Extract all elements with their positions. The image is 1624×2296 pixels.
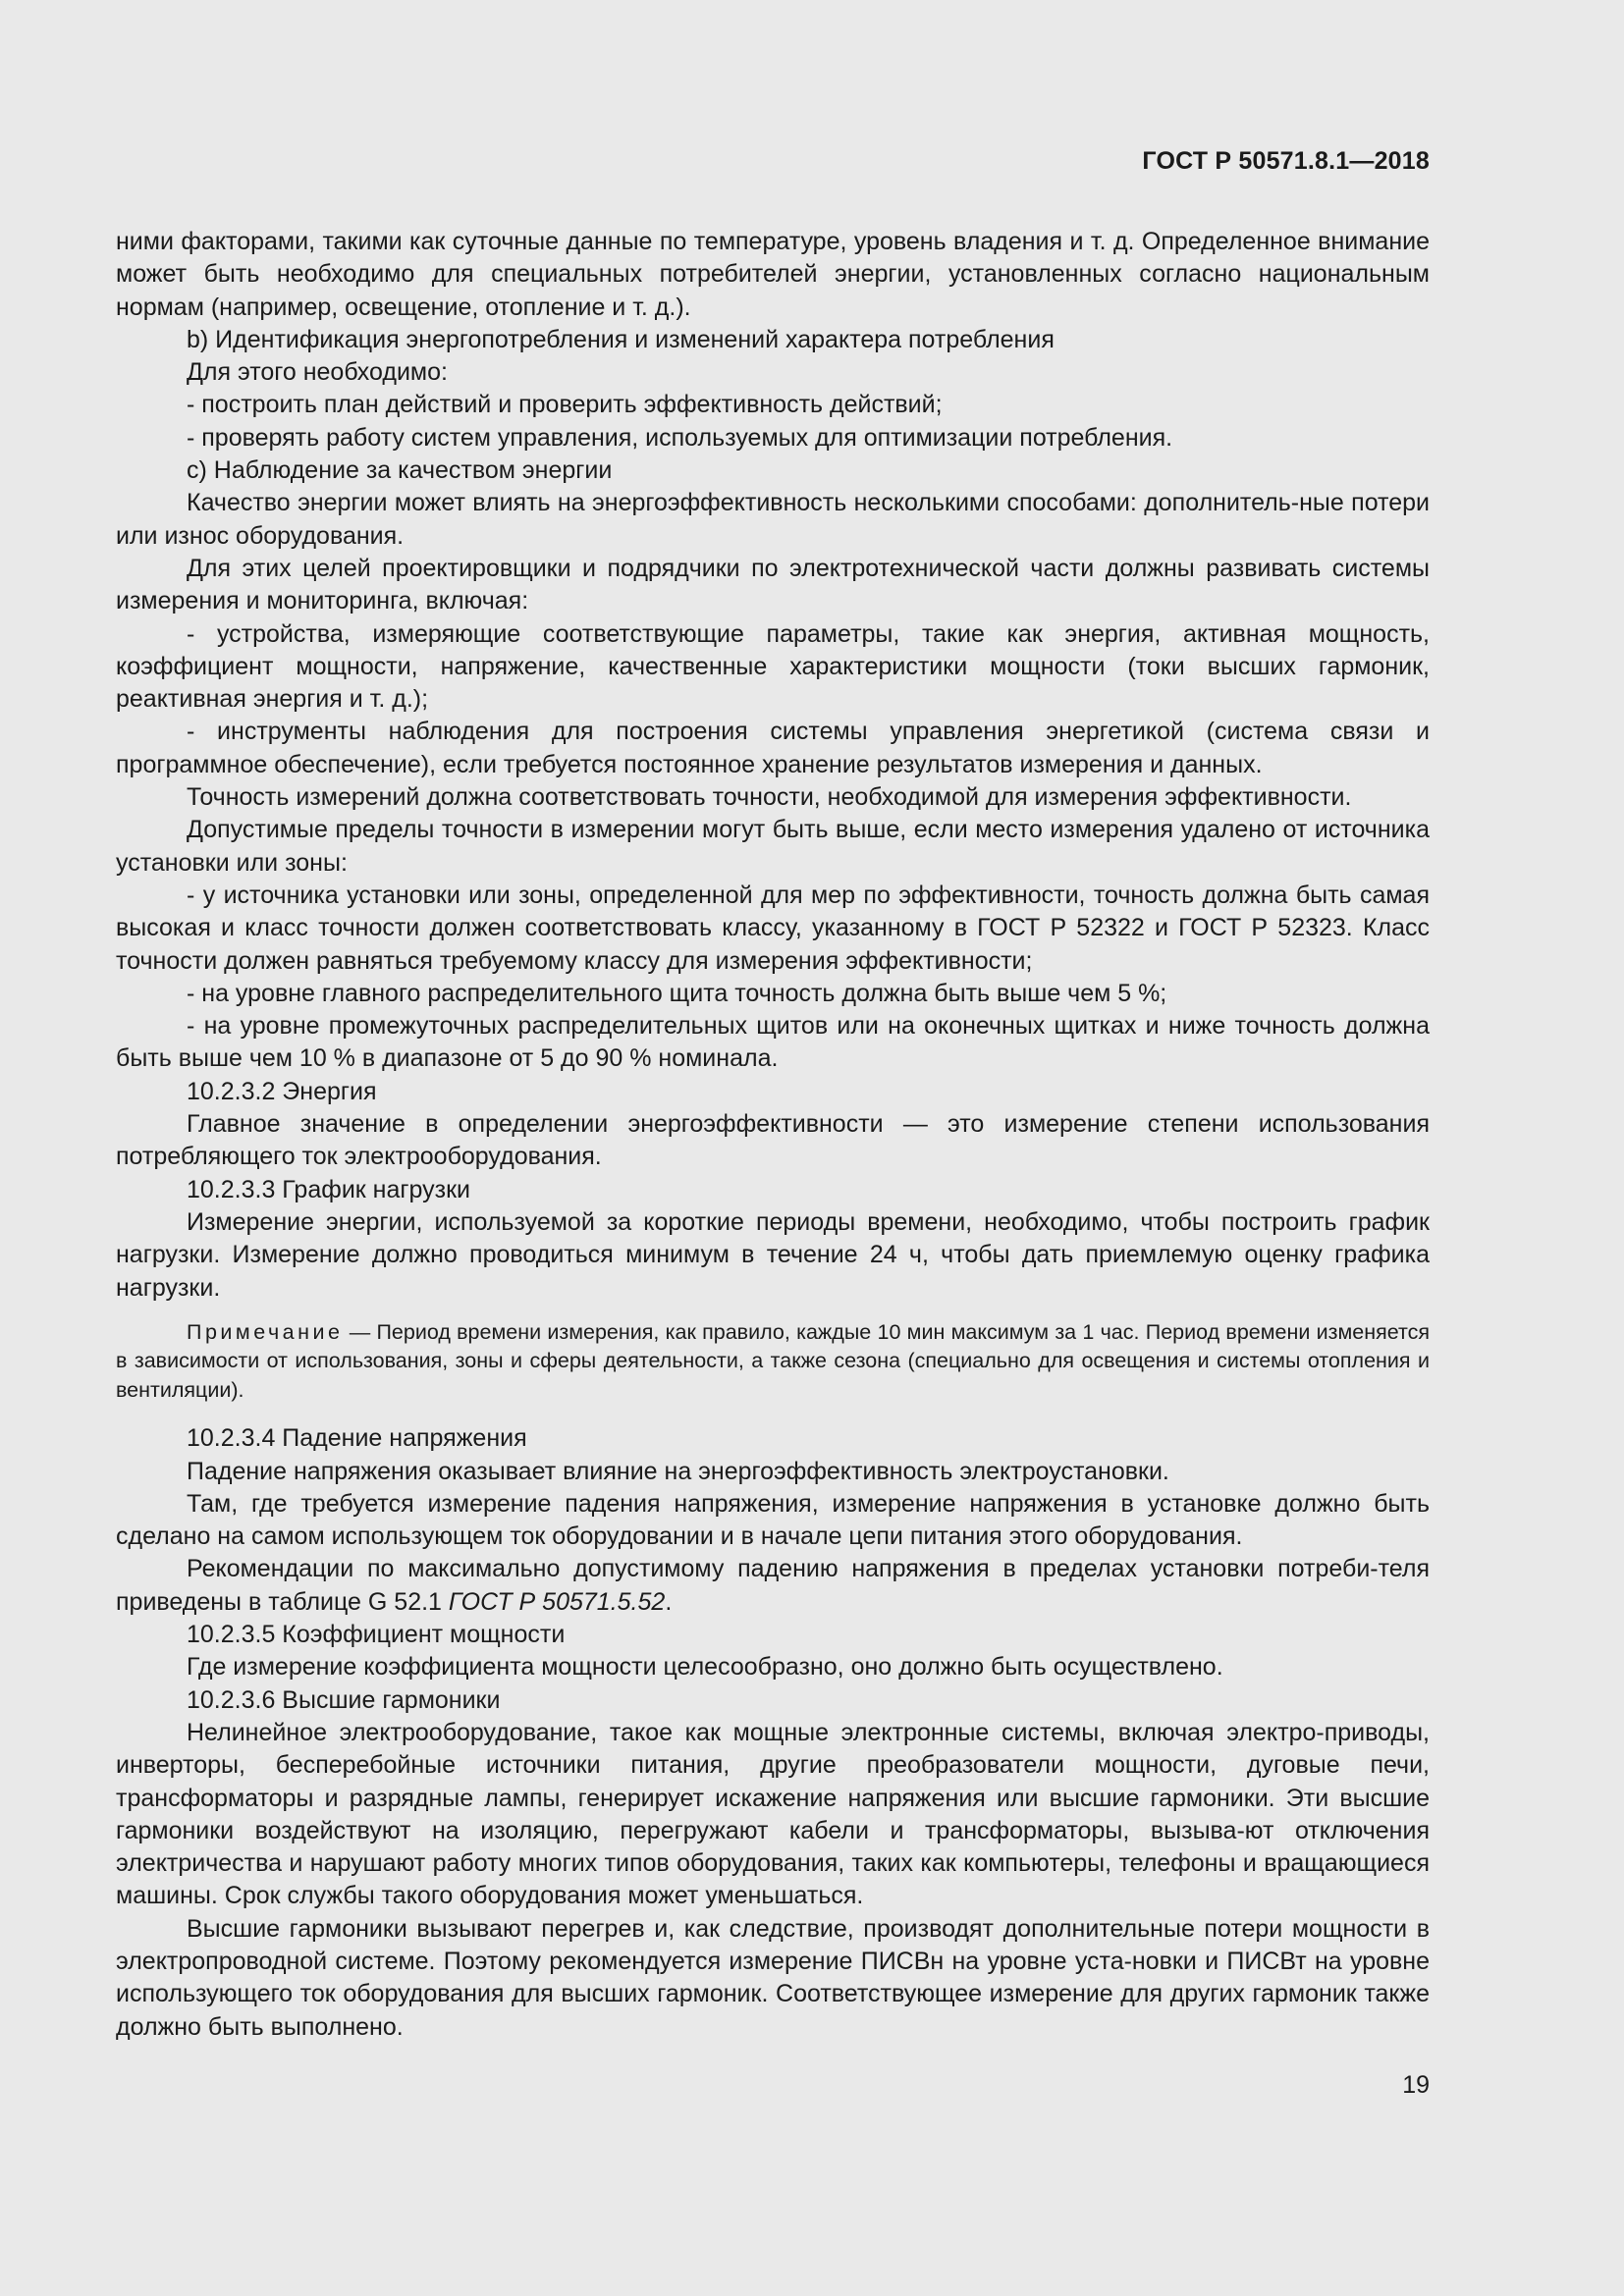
note bbox=[116, 1318, 1430, 1406]
section-heading: 10.2.3.4 Падение напряжения bbox=[187, 1424, 527, 1453]
paragraph: Качество энергии может влиять на энергоэффективность несколькими способами: дополнитель-ные потери или износ оборудования. bbox=[116, 489, 1430, 550]
document-body bbox=[116, 226, 1430, 2044]
paragraph: Нелинейное электрооборудование, такое как мощные электронные системы, включая электро-приводы, инверторы, бесперебойные источники питания, другие преобразователи мощности, дуговые печи, трансформаторы и разрядные лампы, генерирует искажение напряжения или высшие гармоники. Эти высшие гармоники воздействуют на изоляцию, перегружают кабели и трансформаторы, вызыва-ют отключения электричества и нарушают работу многих типов оборудования, таких как компьютеры, телефоны и вращающиеся машины. Срок службы такого оборудования может уменьшаться. bbox=[116, 1718, 1430, 1910]
bullet-item: - на уровне главного распределительного щита точность должна быть выше чем 5 %; bbox=[187, 979, 1167, 1007]
paragraph: Главное значение в определении энергоэффективности — это измерение степени использования потребляющего ток электрооборудования. bbox=[116, 1110, 1430, 1171]
bullet-item: - инструменты наблюдения для построения системы управления энергетикой (система связи и программное обеспечение), если требуется постоянное хранение результатов измерения и данных. bbox=[116, 718, 1430, 778]
paragraph: ними факторами, такими как суточные данные по температуре, уровень владения и т. д. Определенное внимание может быть необходимо для специальных потребителей энергии, установленных согласно национальным нормам (например, освещение, отопление и т. д.). bbox=[116, 228, 1430, 321]
bullet-item: - устройства, измеряющие соответствующие параметры, такие как энергия, активная мощность, коэффициент мощности, напряжение, качественные характеристики мощности (токи высших гармоник, реактивная энергия и т. д.); bbox=[116, 619, 1430, 714]
section-heading: 10.2.3.2 Энергия bbox=[187, 1077, 377, 1105]
paragraph: Где измерение коэффициента мощности целесообразно, оно должно быть осуществлено. bbox=[187, 1653, 1223, 1682]
note-dash: — bbox=[343, 1319, 377, 1344]
standard-reference: ГОСТ Р 50571.5.52 bbox=[448, 1587, 666, 1616]
bullet-item: - на уровне промежуточных распределительных щитов или на оконечных щитках и ниже точность должна быть выше чем 10 % в диапазоне от 5 до 90 % номинала. bbox=[116, 1012, 1430, 1073]
page-number: 19 bbox=[1402, 2071, 1430, 2099]
recommendation-text: Рекомендации по максимально допустимому падению напряжения в пределах установки потреби-теля приведены в таблице G 52.1 bbox=[116, 1555, 1430, 1616]
paragraph: Для этого необходимо: bbox=[187, 358, 448, 387]
recommendation-end: . bbox=[665, 1587, 673, 1616]
list-item-heading: b) Идентификация энергопотребления и изменений характера потребления bbox=[187, 325, 1055, 353]
paragraph: Допустимые пределы точности в измерении могут быть выше, если место измерения удалено от источника установки или зоны: bbox=[116, 816, 1430, 877]
paragraph: Высшие гармоники вызывают перегрев и, как следствие, производят дополнительные потери мощности в электропроводной системе. Поэтому рекомендуется измерение ПИСВн на уровне уста-новки и ПИСВт на уровне использующего ток оборудования для высших гармоник. Соответствующее измерение для других гармоник также должно быть выполнено. bbox=[116, 1914, 1430, 2041]
document-code-header: ГОСТ Р 50571.8.1—2018 bbox=[1142, 147, 1430, 175]
paragraph bbox=[116, 1553, 1430, 1619]
section-heading: 10.2.3.6 Высшие гармоники bbox=[187, 1685, 501, 1714]
list-item-heading: c) Наблюдение за качеством энергии bbox=[187, 456, 613, 485]
paragraph: Измерение энергии, используемой за короткие периоды времени, необходимо, чтобы построить график нагрузки. Измерение должно проводиться минимум в течение 24 ч, чтобы дать приемлемую оценку графика нагрузки. bbox=[116, 1207, 1430, 1302]
note-label: Примечание bbox=[187, 1319, 344, 1344]
note-text: Период времени измерения, как правило, каждые 10 мин максимум за 1 час. Период времени изменяется в зависимости от использования, зоны и сферы деятельности, а также сезона (специально для освещения и системы отопления и вентиляции). bbox=[116, 1319, 1430, 1402]
paragraph: Падение напряжения оказывает влияние на энергоэффективность электроустановки. bbox=[187, 1457, 1169, 1485]
section-heading: 10.2.3.3 График нагрузки bbox=[187, 1175, 470, 1203]
bullet-item: - построить план действий и проверить эффективность действий; bbox=[187, 391, 943, 419]
section-heading: 10.2.3.5 Коэффициент мощности bbox=[187, 1621, 566, 1649]
bullet-item: - у источника установки или зоны, определенной для мер по эффективности, точность должна быть самая высокая и класс точности должен соответствовать классу, указанному в ГОСТ Р 52322 и ГОСТ Р 52323. Класс точности должен равняться требуемому классу для измерения эффективности; bbox=[116, 881, 1430, 975]
paragraph: Для этих целей проектировщики и подрядчики по электротехнической части должны развивать системы измерения и мониторинга, включая: bbox=[116, 554, 1430, 615]
paragraph: Там, где требуется измерение падения напряжения, измерение напряжения в установке должно быть сделано на самом использующем ток оборудовании и в начале цепи питания этого оборудования. bbox=[116, 1489, 1430, 1551]
paragraph: Точность измерений должна соответствовать точности, необходимой для измерения эффективности. bbox=[187, 783, 1352, 812]
bullet-item: - проверять работу систем управления, используемых для оптимизации потребления. bbox=[187, 423, 1173, 452]
